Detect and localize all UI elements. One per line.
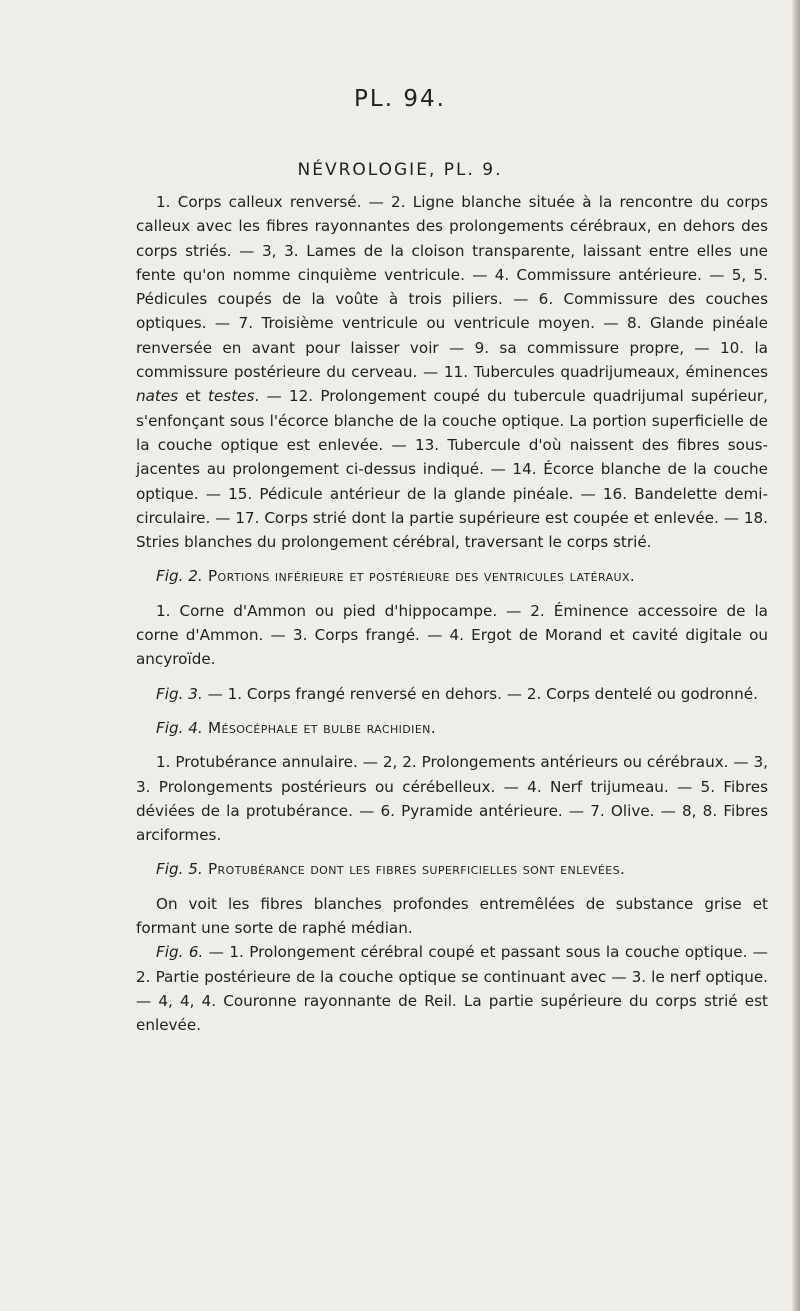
figure-2-legend: 1. Corne d'Ammon ou pied d'hippocampe. — 2. Éminence accessoire de la corne d'Ammon. — 3. Corps frangé. — 4. Ergot de Morand et cavité digitale ou ancyroïde. — [136, 601, 768, 669]
legend-text: — 1. Prolongement cérébral coupé et passant sous la couche optique. — 2. Partie postérieure de la couche optique se continuant avec — 3. le nerf optique. — 4, 4, 4. Couronne rayonnante de Reil. La partie supérieure du corps strié est enlevée. — [136, 943, 768, 1035]
figure-label: Fig. 2. — [156, 567, 203, 586]
text-body — [136, 190, 768, 1038]
section-title: NÉVROLOGIE, PL. 9. — [297, 160, 503, 180]
legend-text: . — 12. Prolongement coupé du tubercule quadrijumal supérieur, s'enfonçant sous l'écorce blanche de la couche optique. La portion superficielle de la couche optique est enlevée. — 13. Tubercule d'où naissent des fibres sous-jacentes au prolongement ci-dessus indiqué. — 14. Écorce blanche de la couche optique. — 15. Pédicule antérieur de la glande pinéale. — 16. Bandelette demi-circulaire. — 17. Corps strié dont la partie supérieure est coupée et enlevée. — 18. Stries blanches du prolongement cérébral, traversant le corps strié. — [136, 387, 768, 552]
figure-5-heading — [136, 857, 768, 881]
legend-text: 1. Corps calleux renversé. — 2. Ligne blanche située à la rencontre du corps calleux avec les fibres rayonnantes des prolongements cérébraux, en dehors des corps striés. — 3, 3. Lames de la cloison transparente, laissant entre elles une fente qu'on nomme cinquième ventricule. — 4. Commissure antérieure. — 5, 5. Pédicules coupés de la voûte à trois piliers. — 6. Commissure des couches optiques. — 7. Troisième ventricule ou ventricule moyen. — 8. Glande pinéale renversée en avant pour laisser voir — 9. sa commissure propre, — 10. la commissure postérieure du cerveau. — 11. Tubercules quadrijumeaux, éminences — [136, 193, 768, 382]
figure-title: Portions inférieure et postérieure des ventricules latéraux. — [202, 567, 636, 586]
figure-5-legend: On voit les fibres blanches profondes entremêlées de substance grise et formant une sorte de raphé médian. — [136, 894, 768, 938]
figure-label: Fig. 4. — [156, 718, 203, 737]
figure-2-heading — [136, 564, 768, 588]
figure-3-legend — [136, 682, 768, 706]
figure-1-legend — [136, 190, 768, 554]
legend-text: et — [178, 387, 208, 406]
figure-label: Fig. 3. — [156, 684, 203, 703]
page-edge — [792, 0, 800, 1311]
figure-6-legend — [136, 940, 768, 1037]
italic-term: nates — [136, 387, 179, 406]
figure-4-legend: 1. Protubérance annulaire. — 2, 2. Prolongements antérieurs ou cérébraux. — 3, 3. Prolongements postérieurs ou cérébelleux. — 4. Nerf trijumeau. — 5. Fibres déviées de la protubérance. — 6. Pyramide antérieure. — 7. Olive. — 8, 8. Fibres arciformes. — [136, 753, 768, 845]
legend-text: — 1. Corps frangé renversé en dehors. — 2. Corps dentelé ou godronné. — [202, 684, 758, 703]
italic-term: testes — [207, 387, 255, 406]
figure-title: Protubérance dont les fibres superficielles sont enlevées. — [202, 860, 626, 879]
figure-4-heading — [136, 716, 768, 740]
figure-label: Fig. 6. — [156, 943, 204, 962]
plate-number: PL. 94. — [354, 86, 446, 112]
figure-label: Fig. 5. — [156, 860, 203, 879]
figure-title: Mésocéphale et bulbe rachidien. — [202, 718, 437, 737]
